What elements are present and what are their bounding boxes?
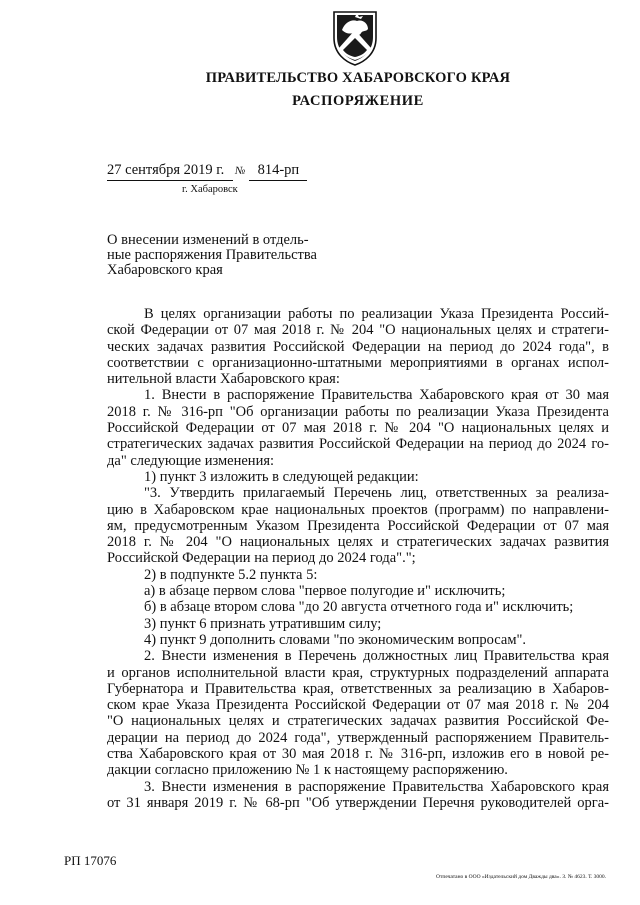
body-line: "О национальных целях и стратегических задачах развития Российской Фе-: [107, 713, 609, 730]
body-line: нительной власти Хабаровского края:: [107, 371, 340, 388]
body-line: соответствии с организационно-штатными мероприятиями в органах испол-: [107, 354, 609, 371]
body-line: Российской Федерации от 07 мая 2018 г. № 204 "О национальных целях и: [107, 420, 609, 437]
body-line: 2018 г. № 316-рп "Об организации работы по реализации Указа Президента: [107, 403, 609, 420]
body-line: дакции согласно приложению № 1 к настоящему распоряжению.: [107, 762, 508, 779]
body-line: 2. Внести изменения в Перечень должностных лиц Правительства края: [144, 648, 609, 665]
body-line: ства Хабаровского края от 30 мая 2018 г. № 316-рп, изложив его в новой ре-: [107, 746, 609, 763]
body-line: "3. Утвердить прилагаемый Перечень лиц, ответственных за реализа-: [144, 485, 609, 502]
document-subject: [107, 233, 347, 278]
government-title: ПРАВИТЕЛЬСТВО ХАБАРОВСКОГО КРАЯ: [205, 70, 511, 86]
subject-line: Хабаровского края: [107, 262, 223, 278]
body-line: ском крае Указа Президента Российской Федерации от 07 мая 2018 г. № 204: [107, 697, 609, 714]
body-line: 1. Внести в распоряжение Правительства Хабаровского края от 30 мая: [144, 387, 609, 404]
document-date: 27 сентября 2019 г.: [107, 162, 233, 181]
body-line: 4) пункт 9 дополнить словами "по экономическим вопросам".: [144, 631, 527, 648]
body-line: 3) пункт 6 признать утратившим силу;: [144, 615, 382, 632]
body-line: Российской Федерации на период до 2024 года".";: [107, 550, 416, 567]
body-line: а) в абзаце первом слова "первое полугодие и" исключить;: [144, 583, 506, 600]
body-line: 3. Внести изменения в распоряжение Правительства Хабаровского края: [144, 778, 609, 795]
body-line: ям, предусмотренным Указом Президента Российской Федерации от 07 мая: [107, 517, 609, 534]
body-line: 1) пункт 3 изложить в следующей редакции:: [144, 468, 419, 485]
number-sign: №: [235, 165, 246, 177]
body-line: 2) в подпункте 5.2 пункта 5:: [144, 566, 318, 583]
body-line: б) в абзаце втором слова "до 20 августа отчетного года и" исключить;: [144, 599, 574, 616]
body-line: от 31 января 2019 г. № 68-рп "Об утверждении Перечня руководителей орга-: [107, 794, 609, 811]
body-line: ческих задачах развития Российской Федерации на период до 2024 года", в: [107, 338, 609, 355]
coat-of-arms-emblem: [330, 8, 380, 66]
document-number: 814-рп: [249, 162, 307, 181]
body-line: и органов исполнительной власти края, структурных подразделений аппарата: [107, 664, 609, 681]
document-city: г. Хабаровск: [182, 184, 238, 195]
body-line: да" следующие изменения:: [107, 452, 275, 469]
body-line: стратегических задачах развития Российской Федерации на период до 2024 го-: [107, 436, 609, 453]
document-code: РП 17076: [64, 853, 117, 868]
subject-line: О внесении изменений в отдель-: [107, 232, 309, 248]
document-type: РАСПОРЯЖЕНИЕ: [292, 93, 424, 109]
body-line: 2018 г. № 204 "О национальных целях и стратегических задачах развития: [107, 534, 609, 551]
body-line: Губернатора и Правительства края, ответственных за реализацию в Хабаров-: [107, 680, 609, 697]
printer-imprint: Отпечатано в ООО «Издательский дом Дважды два». З. № 4623. Т. 3000.: [436, 874, 607, 880]
subject-line: ные распоряжения Правительства: [107, 247, 317, 263]
date-number-line: [107, 162, 307, 181]
body-line: ской Федерации от 07 мая 2018 г. № 204 "О национальных целях и стратеги-: [107, 322, 609, 339]
document-body: [107, 306, 609, 811]
body-line: цию в Хабаровском крае национальных проектов (программ) по направлени-: [107, 501, 609, 518]
body-line: В целях организации работы по реализации Указа Президента Россий-: [144, 306, 609, 322]
body-line: дерации на период до 2024 года", утвержденный распоряжением Правитель-: [107, 729, 609, 746]
